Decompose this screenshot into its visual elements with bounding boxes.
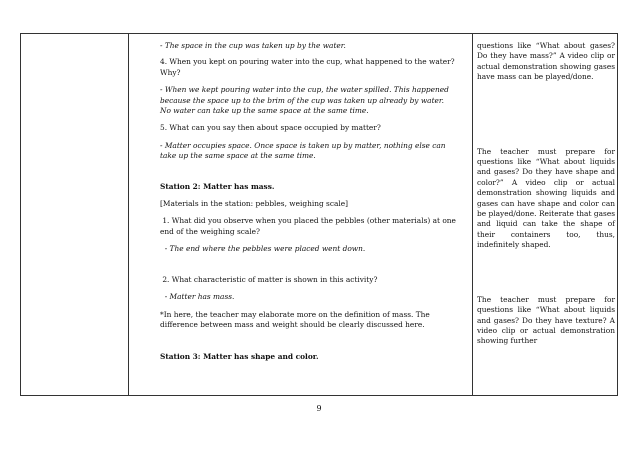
question-2: 2. What characteristic of matter is shown in this activity? bbox=[160, 274, 378, 284]
column-divider-2 bbox=[472, 33, 473, 396]
answer-2: - Matter has mass. bbox=[160, 292, 235, 302]
answer-space-line: - The space in the cup was taken up by the water. bbox=[160, 41, 346, 50]
teacher-note-gases-mass: questions like “What about gases? Do they have mass?” A video clip or actual demonstration showing gases have mass can be played/done. bbox=[477, 41, 615, 82]
question-1: 1. What did you observe when you placed the pebbles (other materials) at one end of the weighing scale? bbox=[160, 216, 459, 236]
middle-column bbox=[160, 41, 459, 370]
answer-4: - When we kept pouring water into the cup, the water spilled. This happened because the space up to the brim of the cup was taken up already by water. No water can take up the same space at the same time. bbox=[160, 85, 449, 116]
station-3-heading: Station 3: Matter has shape and color. bbox=[160, 352, 319, 362]
right-column bbox=[477, 41, 615, 354]
answer-1: - The end where the pebbles were placed went down. bbox=[160, 244, 366, 254]
question-5: 5. What can you say then about space occupied by matter? bbox=[160, 123, 381, 133]
column-divider-1 bbox=[128, 33, 129, 396]
teacher-note-texture: The teacher must prepare for questions like “What about liquids and gases? Do they have texture? A video clip or actual demonstration showing further bbox=[477, 294, 615, 346]
question-4: 4. When you kept on pouring water into the cup, what happened to the water? Why? bbox=[160, 57, 455, 77]
mass-note: *In here, the teacher may elaborate more on the definition of mass. The difference between mass and weight should be clearly discussed here. bbox=[160, 309, 430, 329]
teacher-note-shape-color: The teacher must prepare for questions like “What about liquids and gases? Do they have shape and color?” A video clip or actual demonstration showing liquids and gases can have shape and color can be played/done. Reiterate that gases and liquid can take the shape of their containers too, thus, indefinitely shaped. bbox=[477, 146, 615, 250]
page-number: 9 bbox=[316, 404, 322, 413]
answer-5: - Matter occupies space. Once space is taken up by matter, nothing else can take up the same space at the same time. bbox=[160, 140, 446, 161]
station-2-heading: Station 2: Matter has mass. bbox=[160, 181, 275, 191]
station-2-materials: [Materials in the station: pebbles, weighing scale] bbox=[160, 199, 348, 209]
